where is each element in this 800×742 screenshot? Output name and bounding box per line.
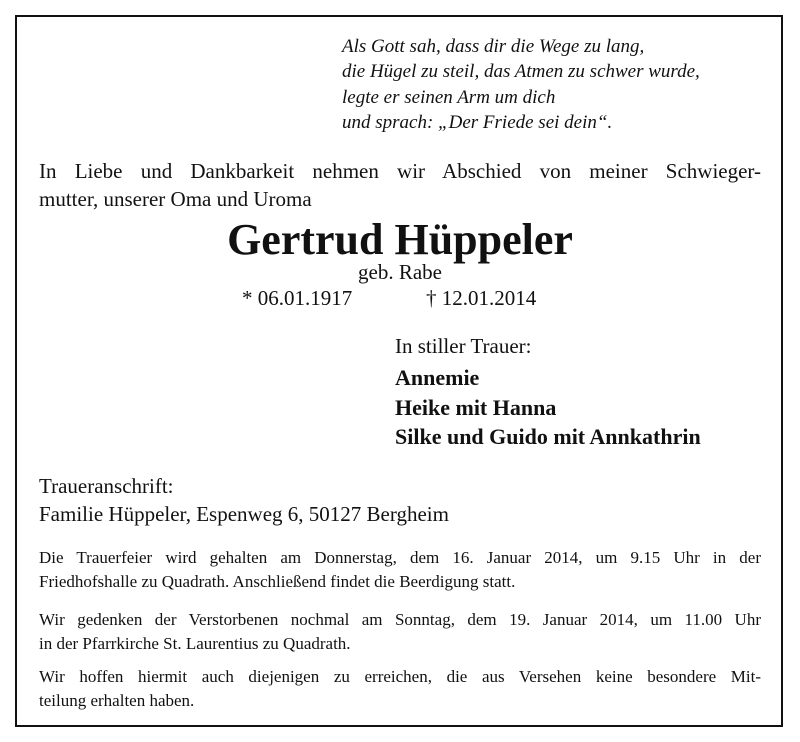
paragraph-line: Die Trauerfeier wird gehalten am Donnerstag, dem 16. Januar 2014, um 9.15 Uhr in der [39, 548, 761, 567]
poem-line: die Hügel zu steil, das Atmen zu schwer wurde, [342, 61, 700, 83]
funeral-service-paragraph [39, 546, 761, 594]
poem-line: legte er seinen Arm um dich [342, 86, 556, 108]
poem [342, 34, 700, 135]
death-date: † 12.01.2014 [426, 286, 537, 310]
notification-paragraph [39, 665, 761, 713]
mourning-address [39, 473, 449, 528]
address-value: Familie Hüppeler, Espenweg 6, 50127 Bergheim [39, 501, 449, 526]
mourner-name: Silke und Guido mit Annkathrin [395, 424, 701, 449]
deceased-name: Gertrud Hüppeler [227, 215, 573, 264]
mourners-list [395, 363, 701, 452]
mourner-name: Annemie [395, 365, 480, 390]
paragraph-line: in der Pfarrkirche St. Laurentius zu Quadrath. [39, 634, 351, 653]
mourner-name: Heike mit Hanna [395, 394, 557, 420]
maiden-name: geb. Rabe [358, 260, 442, 284]
memorial-mass-paragraph [39, 608, 761, 656]
intro-line: mutter, unserer Oma und Uroma [39, 187, 312, 211]
intro-line: In Liebe und Dankbarkeit nehmen wir Abschied von meiner Schwieger- [39, 159, 761, 183]
address-label: Traueranschrift: [39, 474, 174, 498]
birth-date: * 06.01.1917 [242, 286, 353, 310]
intro-text [39, 157, 761, 213]
mourning-label: In stiller Trauer: [395, 334, 532, 358]
paragraph-line: Wir hoffen hiermit auch diejenigen zu erreichen, die aus Versehen keine besondere Mit- [39, 667, 761, 686]
paragraph-line: Friedhofshalle zu Quadrath. Anschließend findet die Beerdigung statt. [39, 572, 516, 591]
poem-line: und sprach: „Der Friede sei dein“. [342, 111, 613, 133]
paragraph-line: teilung erhalten haben. [39, 691, 195, 710]
poem-line: Als Gott sah, dass dir die Wege zu lang, [342, 36, 645, 57]
paragraph-line: Wir gedenken der Verstorbenen nochmal am Sonntag, dem 19. Januar 2014, um 11.00 Uhr [39, 610, 761, 629]
